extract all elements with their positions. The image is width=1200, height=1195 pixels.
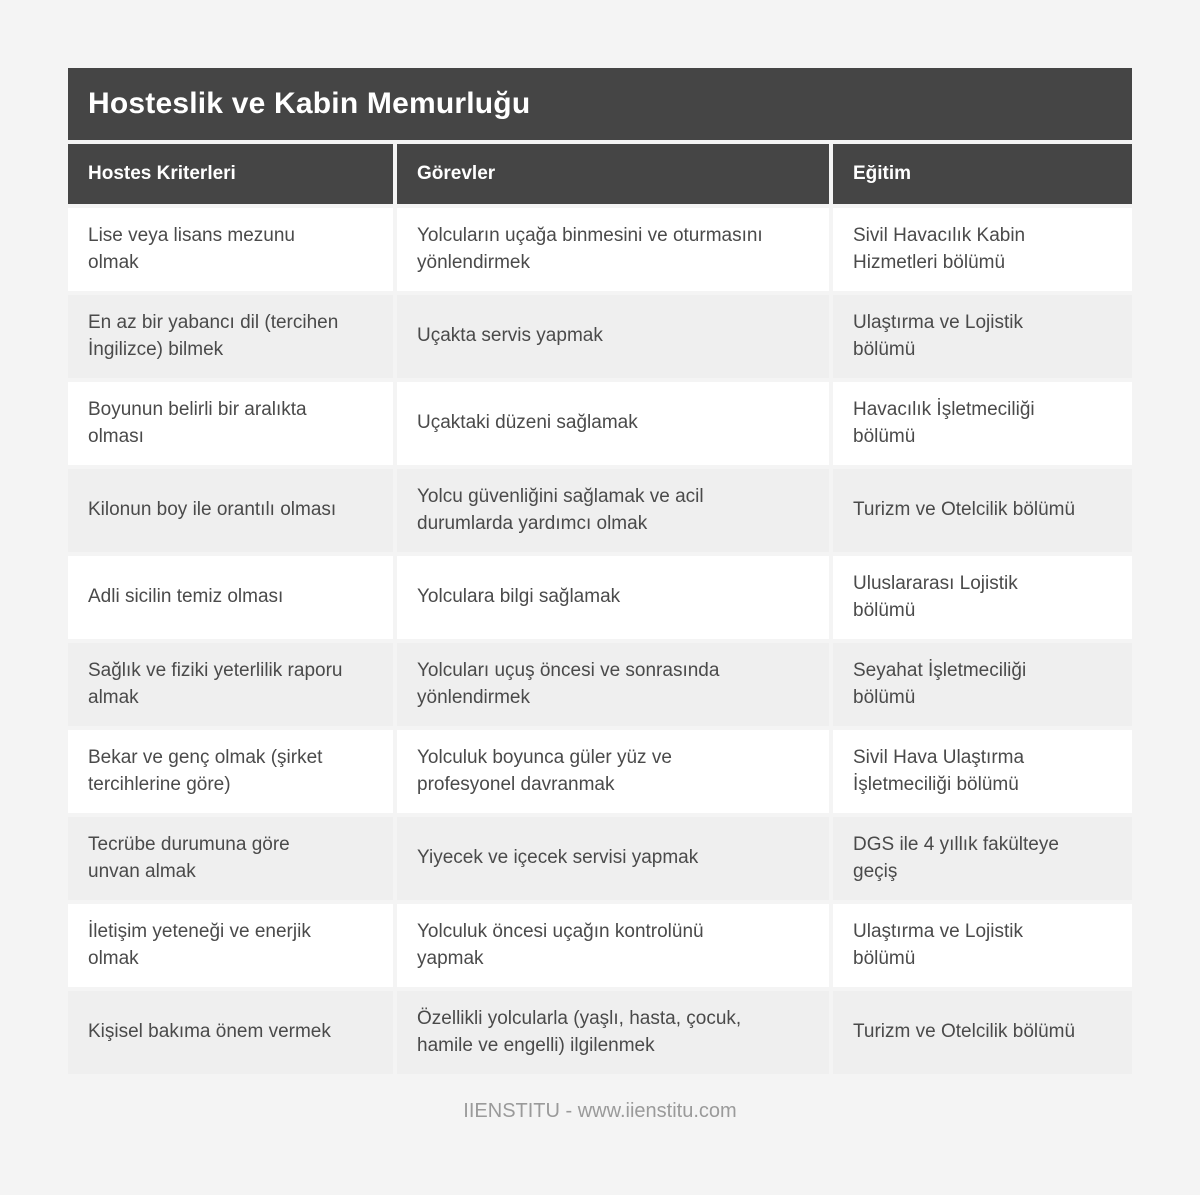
table-cell-duty: Özellikli yolcularla (yaşlı, hasta, çocuk, hamile ve engelli) ilgilenmek	[397, 991, 829, 1074]
table-cell-duty: Uçaktaki düzeni sağlamak	[397, 382, 829, 465]
table-cell-criteria: Bekar ve genç olmak (şirket tercihlerine göre)	[68, 730, 393, 813]
table-cell-duty: Yolculara bilgi sağlamak	[397, 556, 829, 639]
table-cell-education: Turizm ve Otelcilik bölümü	[833, 469, 1132, 552]
table-cell-education: DGS ile 4 yıllık fakülteye geçiş	[833, 817, 1132, 900]
criteria-table	[68, 68, 1132, 1074]
table-cell-criteria: Kişisel bakıma önem vermek	[68, 991, 393, 1074]
table-cell-criteria: Adli sicilin temiz olması	[68, 556, 393, 639]
table-cell-duty: Yolcu güvenliğini sağlamak ve acil durumlarda yardımcı olmak	[397, 469, 829, 552]
table-cell-education: Ulaştırma ve Lojistik bölümü	[833, 904, 1132, 987]
table-cell-education: Sivil Hava Ulaştırma İşletmeciliği bölümü	[833, 730, 1132, 813]
table-cell-education: Ulaştırma ve Lojistik bölümü	[833, 295, 1132, 378]
table-cell-criteria: Lise veya lisans mezunu olmak	[68, 208, 393, 291]
table-cell-duty: Uçakta servis yapmak	[397, 295, 829, 378]
table-cell-criteria: En az bir yabancı dil (tercihen İngilizce) bilmek	[68, 295, 393, 378]
table-cell-education: Sivil Havacılık Kabin Hizmetleri bölümü	[833, 208, 1132, 291]
column-header-education: Eğitim	[833, 144, 1132, 204]
table-cell-education: Uluslararası Lojistik bölümü	[833, 556, 1132, 639]
table-cell-criteria: Tecrübe durumuna göre unvan almak	[68, 817, 393, 900]
table-cell-duty: Yolcuları uçuş öncesi ve sonrasında yönlendirmek	[397, 643, 829, 726]
table-cell-criteria: Boyunun belirli bir aralıkta olması	[68, 382, 393, 465]
column-header-criteria: Hostes Kriterleri	[68, 144, 393, 204]
footer-branding: IIENSTITU - www.iienstitu.com	[463, 1100, 737, 1122]
table-cell-criteria: İletişim yeteneği ve enerjik olmak	[68, 904, 393, 987]
table-cell-education: Havacılık İşletmeciliği bölümü	[833, 382, 1132, 465]
table-cell-criteria: Sağlık ve fiziki yeterlilik raporu almak	[68, 643, 393, 726]
table-cell-duty: Yiyecek ve içecek servisi yapmak	[397, 817, 829, 900]
table-cell-duty: Yolcuların uçağa binmesini ve oturmasını yönlendirmek	[397, 208, 829, 291]
table-cell-duty: Yolculuk boyunca güler yüz ve profesyonel davranmak	[397, 730, 829, 813]
page-title: Hosteslik ve Kabin Memurluğu	[68, 68, 1132, 140]
table-cell-duty: Yolculuk öncesi uçağın kontrolünü yapmak	[397, 904, 829, 987]
table-cell-education: Seyahat İşletmeciliği bölümü	[833, 643, 1132, 726]
table-cell-criteria: Kilonun boy ile orantılı olması	[68, 469, 393, 552]
table-cell-education: Turizm ve Otelcilik bölümü	[833, 991, 1132, 1074]
column-header-duties: Görevler	[397, 144, 829, 204]
